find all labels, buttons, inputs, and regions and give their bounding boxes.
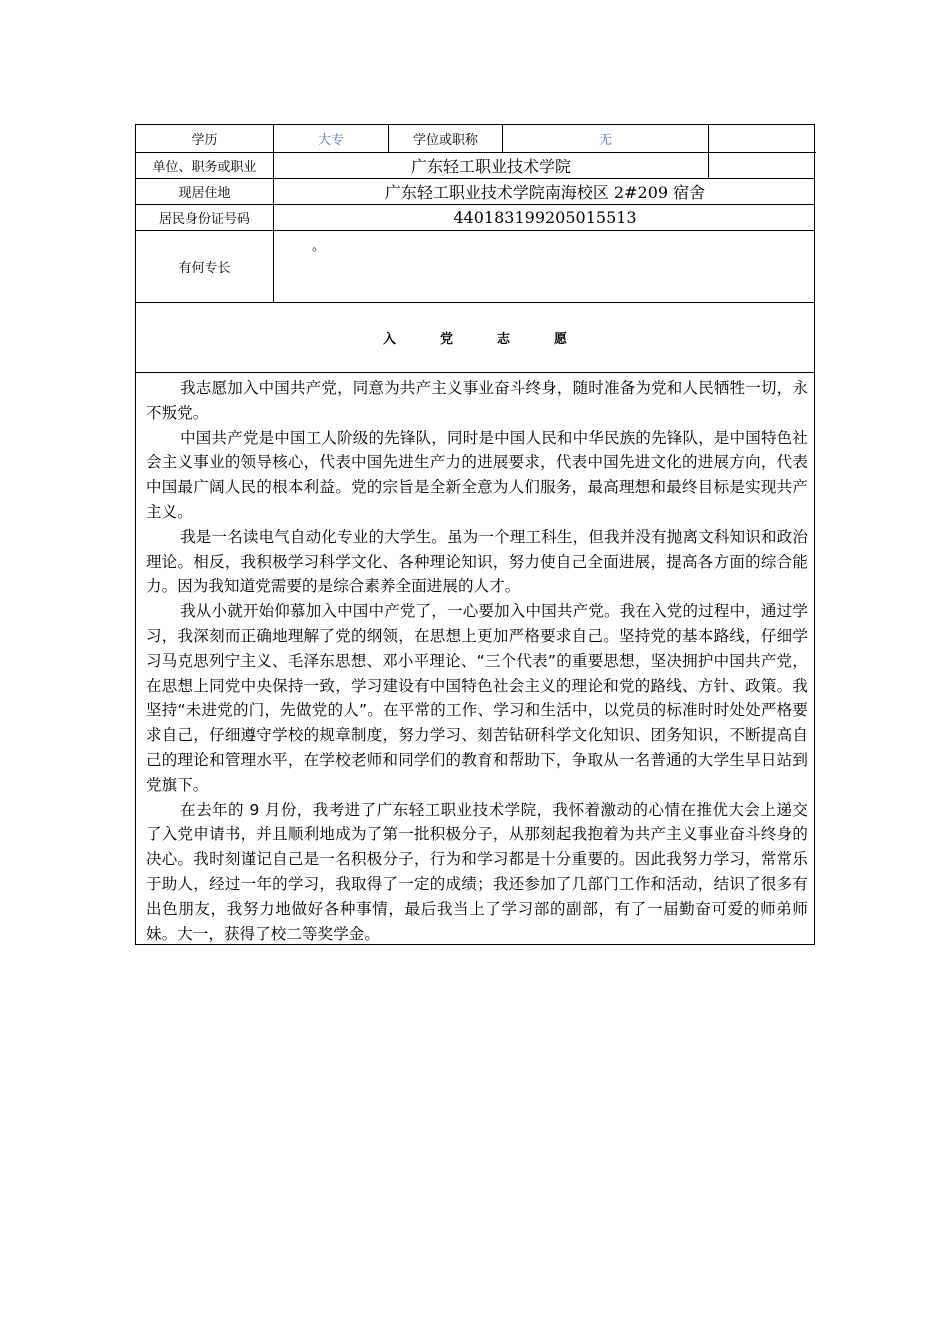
education-value: 大专 bbox=[274, 125, 389, 153]
empty-corner-cell bbox=[709, 125, 816, 153]
statement-body bbox=[136, 376, 816, 946]
section-title-char-2: 党 bbox=[439, 332, 453, 347]
unit-row bbox=[136, 153, 814, 179]
education-label: 学历 bbox=[136, 125, 274, 153]
unit-label: 单位、职务或职业 bbox=[136, 153, 274, 178]
section-title-char-4: 愿 bbox=[554, 332, 568, 347]
section-title-char-3: 志 bbox=[497, 332, 511, 347]
residence-value: 广东轻工职业技术学院南海校区 2#209 宿舍 bbox=[384, 183, 706, 202]
unit-value: 广东轻工职业技术学院 bbox=[274, 153, 709, 178]
id-number-label: 居民身份证号码 bbox=[136, 205, 274, 230]
id-number-value: 440183199205015513 bbox=[453, 208, 637, 227]
statement-paragraph: 我从小就开始仰慕加入中国中产党了，一心要加入中国共产党。我在入党的过程中，通过学习，我深刻而正确地理解了党的纲领，在思想上更加严格要求自己。坚持党的基本路线，仔细学习马克思列宁主义、毛泽东思想、邓小平理论、“三个代表”的重要思想，坚决拥护中国共产党，在思想上同党中央保持一致，学习建设有中国特色社会主义的理论和党的路线、方针、政策。我坚持“未进党的门，先做党的人”。在平常的工作、学习和生活中，以党员的标准时时处处严格要求自己，仔细遵守学校的规章制度，努力学习、刻苦钻研科学文化知识、团务知识，不断提高自己的理论和管理水平，在学校老师和同学们的教育和帮助下，争取从一名普通的大学生早日站到党旗下。 bbox=[146, 602, 808, 794]
education-row bbox=[136, 125, 814, 153]
statement-paragraph: 我是一名读电气自动化专业的大学生。虽为一个理工科生，但我并没有抛离文科知识和政治理论。相反，我积极学习科学文化、各种理论知识，努力使自己全面进展，提高各方面的综合能力。因为我知道党需要的是综合素养全面进展的人才。 bbox=[146, 527, 808, 596]
residence-row bbox=[136, 179, 814, 205]
statement-paragraph: 在去年的 9 月份，我考进了广东轻工职业技术学院，我怀着激动的心情在推优大会上递交了入党申请书，并且顺利地成为了第一批积极分子，从那刻起我抱着为共产主义事业奋斗终身的决心。我时刻谨记自己是一名积极分子，行为和学习都是十分重要的。因此我努力学习，常常乐于助人，经过一年的学习，我取得了一定的成绩；我还参加了几部门工作和活动，结识了很多有出色朋友，我努力地做好各种事情，最后我当上了学习部的副部，有了一届勤奋可爱的师弟师妹。大一，获得了校二等奖学金。 bbox=[146, 800, 808, 943]
specialty-row bbox=[136, 231, 814, 303]
degree-value: 无 bbox=[503, 125, 709, 153]
specialty-label: 有何专长 bbox=[136, 231, 274, 302]
degree-label: 学位或职称 bbox=[389, 125, 503, 153]
application-form bbox=[135, 124, 815, 945]
statement-paragraph: 我志愿加入中国共产党，同意为共产主义事业奋斗终身，随时准备为党和人民牺牲一切，永不叛党。 bbox=[146, 379, 808, 422]
residence-label: 现居住地 bbox=[136, 179, 274, 204]
section-title-char-1: 入 bbox=[382, 332, 396, 347]
statement-paragraph: 中国共产党是中国工人阶级的先锋队，同时是中国人民和中华民族的先锋队，是中国特色社会主义事业的领导核心，代表中国先进生产力的进展要求，代表中国先进文化的进展方向，代表中国最广阔人民的根本利益。党的宗旨是全新全意为人们服务，最高理想和最终目标是实现共产主义。 bbox=[146, 428, 808, 521]
specialty-value: 。 bbox=[312, 239, 326, 254]
section-title-row bbox=[136, 303, 814, 373]
id-number-row bbox=[136, 205, 814, 231]
